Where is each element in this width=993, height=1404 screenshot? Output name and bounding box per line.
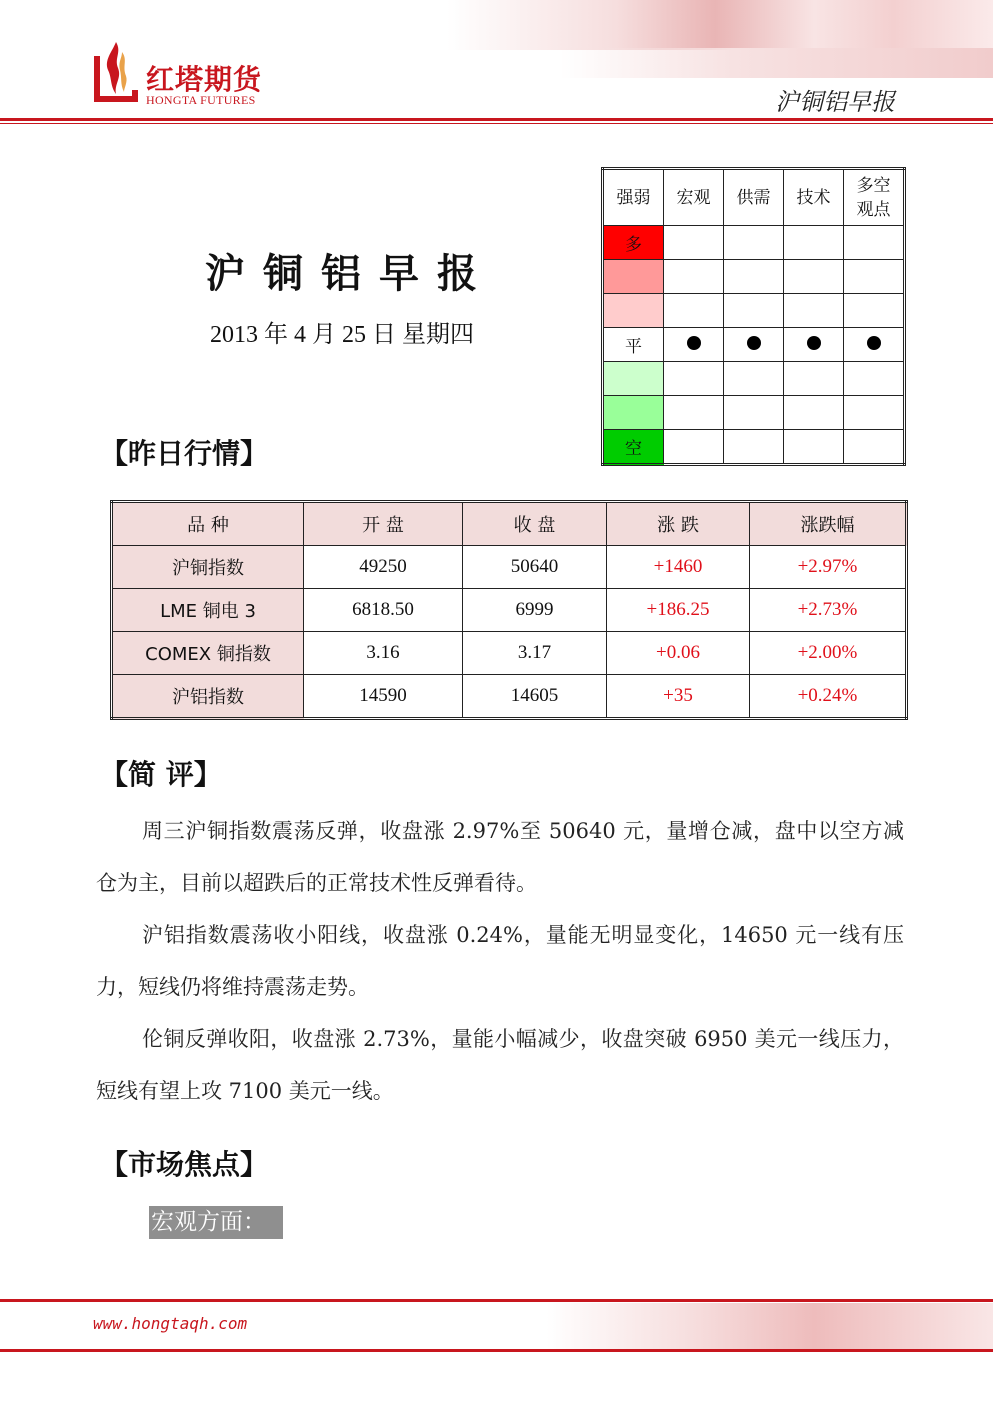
row-pct: +0.24% bbox=[750, 675, 907, 719]
indicator-level bbox=[603, 396, 664, 430]
col-header-close: 收 盘 bbox=[463, 502, 607, 546]
row-change: +35 bbox=[607, 675, 750, 719]
col-header-change: 涨 跌 bbox=[607, 502, 750, 546]
row-close: 50640 bbox=[463, 546, 607, 589]
indicator-row bbox=[603, 362, 905, 396]
row-close: 14605 bbox=[463, 675, 607, 719]
row-open: 6818.50 bbox=[304, 589, 463, 632]
row-pct: +2.73% bbox=[750, 589, 907, 632]
indicator-level bbox=[603, 294, 664, 328]
logo-en-text: HONGTA FUTURES bbox=[146, 93, 256, 107]
hongta-tower-logo-icon bbox=[92, 38, 140, 104]
row-name: 沪铜指数 bbox=[112, 546, 304, 589]
indicator-level-short: 空 bbox=[603, 430, 664, 465]
indicator-header-row bbox=[603, 169, 905, 226]
header-divider-thin bbox=[0, 123, 993, 124]
table-row bbox=[112, 589, 907, 632]
dot-marker-icon bbox=[807, 336, 821, 350]
indicator-level-long: 多 bbox=[603, 226, 664, 260]
row-change: +1460 bbox=[607, 546, 750, 589]
row-close: 3.17 bbox=[463, 632, 607, 675]
footer-url-link[interactable]: www.hongtaqh.com bbox=[93, 1314, 248, 1333]
indicator-row bbox=[603, 328, 905, 362]
row-change: +186.25 bbox=[607, 589, 750, 632]
report-date: 2013 年 4 月 25 日 星期四 bbox=[210, 322, 474, 348]
section-focus-heading: 【市场焦点】 bbox=[100, 1148, 269, 1181]
header-band bbox=[0, 0, 993, 50]
row-pct: +2.00% bbox=[750, 632, 907, 675]
indicator-header-strength: 强弱 bbox=[603, 169, 664, 226]
indicator-header-view-line2: 观点 bbox=[856, 199, 891, 220]
indicator-row bbox=[603, 226, 905, 260]
row-open: 49250 bbox=[304, 546, 463, 589]
comment-paragraph: 周三沪铜指数震荡反弹，收盘涨 2.97%至 50640 元，量增仓减，盘中以空方减仓为主，目前以超跌后的正常技术性反弹看待。 bbox=[96, 819, 904, 895]
row-close: 6999 bbox=[463, 589, 607, 632]
header-band-lower bbox=[560, 48, 993, 78]
indicator-header-view bbox=[844, 169, 905, 226]
header-report-name: 沪铜铝早报 bbox=[775, 88, 895, 116]
indicator-level bbox=[603, 260, 664, 294]
indicator-row bbox=[603, 430, 905, 465]
col-header-open: 开 盘 bbox=[304, 502, 463, 546]
col-header-pct: 涨跌幅 bbox=[750, 502, 907, 546]
logo-cn-text: 红塔期货 bbox=[146, 63, 263, 96]
row-pct: +2.97% bbox=[750, 546, 907, 589]
indicator-row bbox=[603, 294, 905, 328]
table-row bbox=[112, 675, 907, 719]
footer-divider-bottom bbox=[0, 1349, 993, 1352]
indicator-level-neutral: 平 bbox=[603, 328, 664, 362]
col-header-name: 品 种 bbox=[112, 502, 304, 546]
row-open: 3.16 bbox=[304, 632, 463, 675]
indicator-row bbox=[603, 396, 905, 430]
dot-marker-icon bbox=[687, 336, 701, 350]
table-row bbox=[112, 546, 907, 589]
indicator-header-supply: 供需 bbox=[724, 169, 784, 226]
footer-divider-top bbox=[0, 1299, 993, 1302]
row-change: +0.06 bbox=[607, 632, 750, 675]
indicator-row bbox=[603, 260, 905, 294]
comment-paragraph: 伦铜反弹收阳，收盘涨 2.73%，量能小幅减少，收盘突破 6950 美元一线压力，短线有望上攻 7100 美元一线。 bbox=[96, 1027, 904, 1103]
row-name: COMEX 铜指数 bbox=[112, 632, 304, 675]
row-open: 14590 bbox=[304, 675, 463, 719]
row-name: LME 铜电 3 bbox=[112, 589, 304, 632]
row-name: 沪铝指数 bbox=[112, 675, 304, 719]
dot-marker-icon bbox=[867, 336, 881, 350]
indicator-header-macro: 宏观 bbox=[664, 169, 724, 226]
strength-indicator-table bbox=[601, 167, 906, 466]
dot-marker-icon bbox=[747, 336, 761, 350]
indicator-header-tech: 技术 bbox=[784, 169, 844, 226]
comment-paragraph: 沪铝指数震荡收小阳线，收盘涨 0.24%，量能无明显变化，14650 元一线有压力，短线仍将维持震荡走势。 bbox=[96, 923, 904, 999]
table-row bbox=[112, 632, 907, 675]
indicator-header-view-line1: 多空 bbox=[856, 175, 891, 196]
quotes-table bbox=[110, 500, 908, 720]
page-title: 沪铜铝早报 bbox=[205, 251, 495, 297]
quotes-header-row bbox=[112, 502, 907, 546]
indicator-level bbox=[603, 362, 664, 396]
section-comment-heading: 【简 评】 bbox=[100, 758, 222, 791]
macro-subheading: 宏观方面： bbox=[149, 1206, 283, 1239]
section-market-heading: 【昨日行情】 bbox=[100, 437, 269, 470]
header-divider bbox=[0, 118, 993, 121]
